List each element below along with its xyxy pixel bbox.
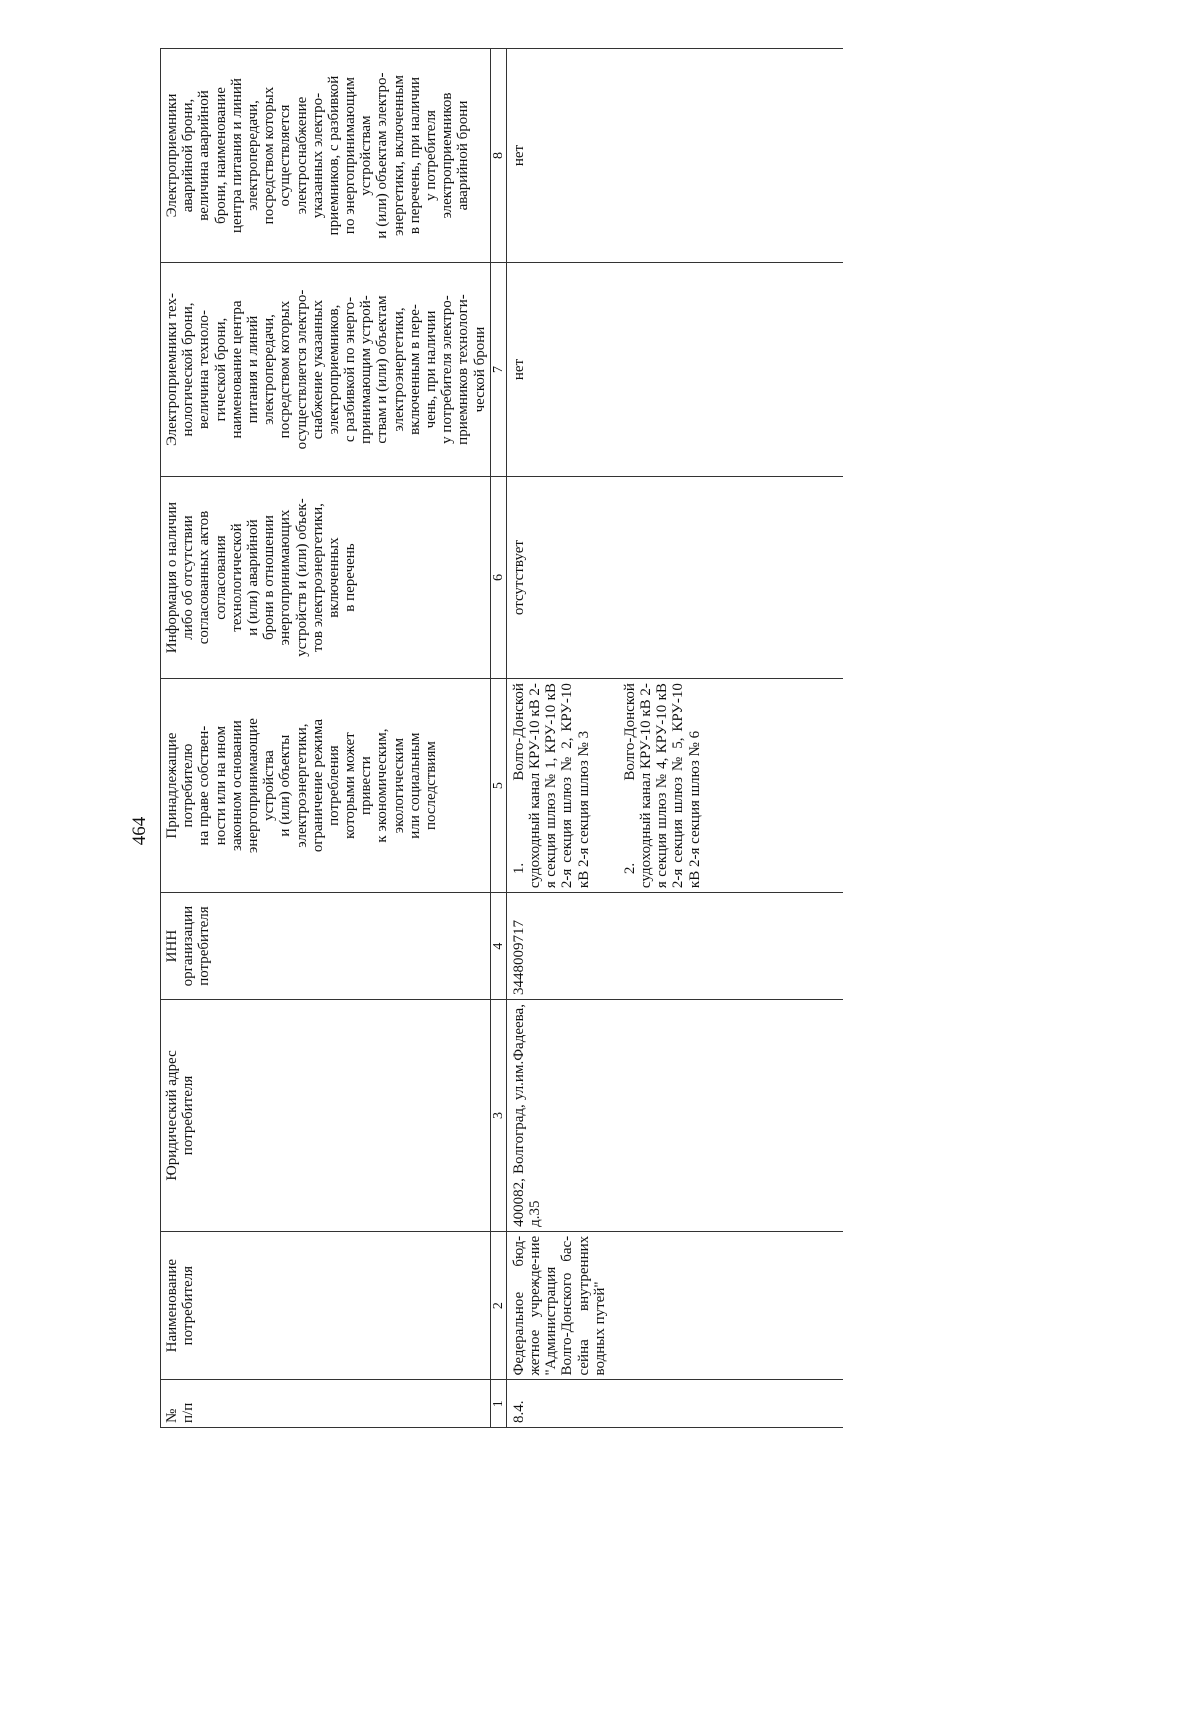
table-row — [506, 49, 843, 1428]
consumer-inn: 3448009717 — [506, 893, 843, 1000]
device-item: 2. Волго-Донской судоходный канал КРУ-10 кВ 2-я секция шлюз № 4, КРУ-10 кВ 2-я секция шлюз № 5, КРУ-10 кВ 2-я секция шлюз № 6 — [621, 683, 703, 889]
header-acts: Информация о наличии либо об отсутствии согласованных актов согласования технологической и (или) аварийной брони в отношении энергопринимающих устройств и (или) объек- тов электроэнергетики, включенных в перечень — [161, 477, 491, 679]
header-devices: Принадлежащие потребителю на праве собствен- ности или на ином законном основании энергопринимающие устройства и (или) объекты электроэнергетики, ограничение режима потребления которыми может привести к экономическим, экологическим или социальным последствиям — [161, 679, 491, 893]
column-number-row — [490, 49, 506, 1428]
tech-reserve-value: нет — [506, 263, 843, 477]
table-header-row — [161, 49, 491, 1428]
column-number: 6 — [490, 477, 506, 679]
consumer-address: 400082, Волгоград, ул.им.Фадеева, д.35 — [506, 1000, 843, 1232]
device-item: 1. Волго-Донской судоходный канал КРУ-10 кВ 2-я секция шлюз № 1, КРУ-10 кВ 2-я секция шлюз № 2, КРУ-10 кВ 2-я секция шлюз № 3 — [510, 683, 592, 889]
header-emergency-reserve: Электроприемники аварийной брони, величина аварийной брони, наименование центра питания и линий электропередачи, посредством которых осуществляется электроснабжение указанных электро- приемников, с разбивкой по энергопринимающим устройствам и (или) объектам электро- энергетики, включенным в перечень, при наличии у потребителя электроприемников аварийной брони — [161, 49, 491, 263]
header-inn: ИНН организации потребителя — [161, 893, 491, 1000]
consumer-devices — [506, 679, 843, 893]
consumer-name: Федеральное бюд-жетное учрежде-ние "Администрация Волго-Донского бас-сейна внутренних водных путей" — [506, 1231, 843, 1380]
column-number: 1 — [490, 1380, 506, 1428]
header-address: Юридический адрес потребителя — [161, 1000, 491, 1232]
emergency-reserve-value: нет — [506, 49, 843, 263]
column-number: 8 — [490, 49, 506, 263]
rotated-page — [160, 48, 920, 1428]
header-name: Наименование потребителя — [161, 1231, 491, 1380]
column-number: 2 — [490, 1231, 506, 1380]
row-number: 8.4. — [506, 1380, 843, 1428]
consumer-table — [160, 48, 843, 1428]
column-number: 7 — [490, 263, 506, 477]
header-tech-reserve: Электроприемники тех- нологической брони, величина техноло- гической брони, наименование центра питания и линий электропередачи, посредством которых осуществляется электро- снабжение указанных электроприемников, с разбивкой по энерго- принимающим устрой- ствам и (или) объектам электроэнергетики, включенным в пере- чень, при наличии у потребителя электро- приемников технологи- ческой брони — [161, 263, 491, 477]
column-number: 3 — [490, 1000, 506, 1232]
page-number: 464 — [129, 816, 150, 846]
column-number: 4 — [490, 893, 506, 1000]
acts-status: отсутствует — [506, 477, 843, 679]
column-number: 5 — [490, 679, 506, 893]
header-num: № п/п — [161, 1380, 491, 1428]
